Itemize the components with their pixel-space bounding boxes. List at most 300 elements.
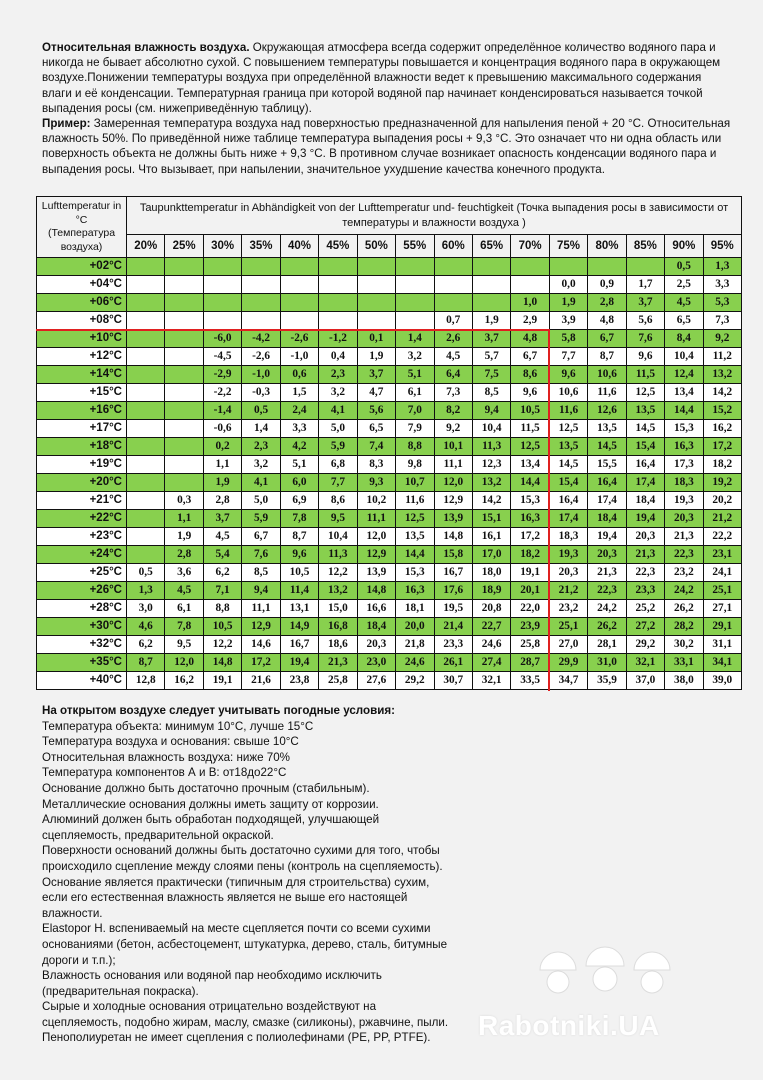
dew-point-cell: 4,5 xyxy=(434,348,472,366)
dew-point-cell: 6,0 xyxy=(280,474,318,492)
dew-point-cell: 9,4 xyxy=(242,582,280,600)
dew-point-cell: 2,6 xyxy=(434,330,472,348)
dew-point-cell: 6,7 xyxy=(511,348,549,366)
dew-point-cell: -1,4 xyxy=(203,402,241,420)
dew-point-cell xyxy=(319,276,357,294)
dew-point-cell: 10,5 xyxy=(280,564,318,582)
air-temperature-cell: +24°C xyxy=(37,546,127,564)
dew-point-cell: 10,4 xyxy=(665,348,703,366)
dew-point-cell: 2,9 xyxy=(511,312,549,330)
dew-point-cell xyxy=(165,348,203,366)
dew-point-cell: 8,8 xyxy=(396,438,434,456)
dew-point-cell: 20,0 xyxy=(396,618,434,636)
dew-point-cell: 29,1 xyxy=(703,618,741,636)
dew-point-cell xyxy=(165,294,203,312)
dew-point-cell: 1,5 xyxy=(280,384,318,402)
dew-point-cell: 21,2 xyxy=(703,510,741,528)
table-row xyxy=(37,258,742,276)
dew-point-cell: 8,7 xyxy=(588,348,626,366)
dew-point-cell: 25,8 xyxy=(319,672,357,690)
watermark: Rabotniki.UA xyxy=(478,1010,660,1041)
dew-point-cell: 7,1 xyxy=(203,582,241,600)
dew-point-cell: 6,5 xyxy=(665,312,703,330)
dew-point-cell xyxy=(127,366,165,384)
dew-point-cell: 1,9 xyxy=(472,312,510,330)
dew-point-cell: 12,5 xyxy=(511,438,549,456)
dew-point-cell: 27,1 xyxy=(703,600,741,618)
dew-point-cell: 19,1 xyxy=(203,672,241,690)
dew-point-cell: 15,0 xyxy=(319,600,357,618)
air-temperature-cell: +16°C xyxy=(37,402,127,420)
dew-point-cell: 10,5 xyxy=(511,402,549,420)
humidity-header-cell: 40% xyxy=(280,235,318,258)
dew-point-cell: 13,4 xyxy=(665,384,703,402)
dew-point-cell: 8,4 xyxy=(665,330,703,348)
dew-point-cell: 27,0 xyxy=(549,636,587,654)
dew-point-cell: 5,6 xyxy=(357,402,395,420)
dew-point-cell: 37,0 xyxy=(626,672,664,690)
table-row xyxy=(37,636,742,654)
dew-point-cell: 2,3 xyxy=(319,366,357,384)
table-row xyxy=(37,456,742,474)
air-temperature-cell: +26°C xyxy=(37,582,127,600)
dew-point-cell xyxy=(626,258,664,276)
dew-point-cell xyxy=(319,294,357,312)
dew-point-cell: 2,8 xyxy=(165,546,203,564)
dew-point-cell: 5,8 xyxy=(549,330,587,348)
dew-point-cell: 7,8 xyxy=(280,510,318,528)
notes-line: Основание является практически (типичным для строительства) сухим, xyxy=(42,875,430,889)
dew-point-cell: 20,2 xyxy=(703,492,741,510)
dew-point-cell: 18,1 xyxy=(396,600,434,618)
dew-point-cell: 21,6 xyxy=(242,672,280,690)
air-temperature-cell: +17°C xyxy=(37,420,127,438)
dew-point-cell: 18,6 xyxy=(319,636,357,654)
air-temperature-cell: +21°C xyxy=(37,492,127,510)
dew-point-cell: 13,5 xyxy=(588,420,626,438)
dew-point-cell: 25,1 xyxy=(549,618,587,636)
dew-point-cell: 23,2 xyxy=(549,600,587,618)
dew-point-cell: 9,2 xyxy=(703,330,741,348)
dew-point-cell: 23,1 xyxy=(703,546,741,564)
dew-point-cell: 17,3 xyxy=(665,456,703,474)
humidity-header-cell: 70% xyxy=(511,235,549,258)
dew-point-cell: -4,2 xyxy=(242,330,280,348)
notes-title: На открытом воздухе следует учитывать погодные условия: xyxy=(42,704,395,717)
dew-point-cell xyxy=(127,330,165,348)
dew-point-cell: 5,3 xyxy=(703,294,741,312)
dew-point-cell xyxy=(511,276,549,294)
dew-point-cell: 4,1 xyxy=(242,474,280,492)
dew-point-cell: -6,0 xyxy=(203,330,241,348)
dew-point-cell xyxy=(549,258,587,276)
dew-point-cell: 13,4 xyxy=(511,456,549,474)
air-temperature-cell: +04°C xyxy=(37,276,127,294)
dew-point-cell: 10,6 xyxy=(588,366,626,384)
dew-point-cell: 0,5 xyxy=(665,258,703,276)
dew-point-cell: 14,4 xyxy=(665,402,703,420)
notes-line: Температура компонентов А и В: от18до22°С xyxy=(42,766,287,780)
dew-point-cell: 0,6 xyxy=(280,366,318,384)
dew-point-cell xyxy=(127,258,165,276)
dew-point-cell: 6,7 xyxy=(588,330,626,348)
humidity-header-cell: 20% xyxy=(127,235,165,258)
dew-point-cell xyxy=(434,276,472,294)
table-row xyxy=(37,618,742,636)
dew-point-cell: 14,9 xyxy=(280,618,318,636)
dew-point-cell: 6,7 xyxy=(242,528,280,546)
dew-point-cell xyxy=(203,258,241,276)
dew-point-cell: -2,2 xyxy=(203,384,241,402)
dew-point-cell: 7,8 xyxy=(165,618,203,636)
dew-point-cell: 4,5 xyxy=(165,582,203,600)
dew-point-cell: 18,2 xyxy=(511,546,549,564)
dew-point-cell: 10,7 xyxy=(396,474,434,492)
dew-point-cell xyxy=(127,438,165,456)
table-row xyxy=(37,600,742,618)
humidity-header-cell: 55% xyxy=(396,235,434,258)
dew-point-cell: 8,5 xyxy=(472,384,510,402)
dew-point-cell: 4,5 xyxy=(203,528,241,546)
dew-point-cell: 26,2 xyxy=(665,600,703,618)
dew-point-cell: 35,9 xyxy=(588,672,626,690)
dew-point-cell: 19,4 xyxy=(626,510,664,528)
dew-point-cell: 22,2 xyxy=(703,528,741,546)
dew-point-cell: 10,2 xyxy=(357,492,395,510)
dew-point-cell: -0,3 xyxy=(242,384,280,402)
table-row xyxy=(37,672,742,690)
dew-point-cell: 16,2 xyxy=(165,672,203,690)
dew-point-cell: 6,2 xyxy=(127,636,165,654)
dew-point-cell xyxy=(242,258,280,276)
dew-point-cell: 18,0 xyxy=(472,564,510,582)
dew-point-cell xyxy=(165,474,203,492)
notes-line: основаниями (бетон, асбестоцемент, штукатурка, дерево, сталь, битумные xyxy=(42,937,448,951)
dew-point-cell xyxy=(127,312,165,330)
dew-point-cell: 13,2 xyxy=(319,582,357,600)
intro-text xyxy=(42,40,732,177)
dew-point-cell: 19,3 xyxy=(665,492,703,510)
dew-point-cell: 13,9 xyxy=(434,510,472,528)
dew-point-cell: 17,4 xyxy=(549,510,587,528)
dew-point-cell: 23,9 xyxy=(511,618,549,636)
dew-point-cell: 15,3 xyxy=(396,564,434,582)
humidity-header-cell: 60% xyxy=(434,235,472,258)
dew-point-cell: 16,3 xyxy=(396,582,434,600)
notes-line: Влажность основания или водяной пар необходимо исключить xyxy=(42,969,382,983)
dew-point-cell: 21,3 xyxy=(626,546,664,564)
dew-point-cell: 23,2 xyxy=(665,564,703,582)
dew-point-cell xyxy=(127,402,165,420)
dew-point-cell: 1,4 xyxy=(242,420,280,438)
dew-point-cell: 14,8 xyxy=(357,582,395,600)
humidity-header-cell: 95% xyxy=(703,235,741,258)
dew-point-cell: 29,2 xyxy=(396,672,434,690)
dew-point-cell: 13,5 xyxy=(396,528,434,546)
humidity-header-cell: 45% xyxy=(319,235,357,258)
dew-point-cell: 14,2 xyxy=(703,384,741,402)
dew-point-cell: 18,4 xyxy=(626,492,664,510)
dew-point-cell: 14,5 xyxy=(588,438,626,456)
dew-point-cell xyxy=(165,384,203,402)
dew-point-cell: 20,3 xyxy=(665,510,703,528)
dew-point-cell: 12,9 xyxy=(357,546,395,564)
table-row xyxy=(37,312,742,330)
dew-point-cell: 18,9 xyxy=(472,582,510,600)
dew-point-table xyxy=(36,196,742,690)
table-row xyxy=(37,528,742,546)
air-temperature-cell: +20°C xyxy=(37,474,127,492)
dew-point-cell: 14,8 xyxy=(434,528,472,546)
dew-point-cell: 9,3 xyxy=(357,474,395,492)
humidity-header-cell: 80% xyxy=(588,235,626,258)
notes-line: Температура воздуха и основания: свыше 10°С xyxy=(42,735,299,749)
dew-point-cell: 9,5 xyxy=(319,510,357,528)
dew-point-cell xyxy=(127,420,165,438)
dew-point-cell: 24,2 xyxy=(665,582,703,600)
dew-point-cell: 15,3 xyxy=(511,492,549,510)
dew-point-cell: 5,9 xyxy=(319,438,357,456)
notes-line: Поверхности оснований должны быть достаточно сухими для того, чтобы xyxy=(42,844,440,858)
dew-point-cell: 7,5 xyxy=(472,366,510,384)
dew-point-cell: 11,6 xyxy=(588,384,626,402)
dew-point-cell: 34,1 xyxy=(703,654,741,672)
dew-point-cell: -4,5 xyxy=(203,348,241,366)
table-row xyxy=(37,564,742,582)
dew-point-cell: 17,2 xyxy=(242,654,280,672)
dew-point-cell: 25,8 xyxy=(511,636,549,654)
dew-point-cell: 12,2 xyxy=(203,636,241,654)
dew-point-cell: 15,1 xyxy=(472,510,510,528)
dew-point-cell: 28,2 xyxy=(665,618,703,636)
dew-point-cell xyxy=(472,294,510,312)
dew-point-cell: 5,0 xyxy=(319,420,357,438)
dew-point-cell: 12,2 xyxy=(319,564,357,582)
dew-point-cell: 29,2 xyxy=(626,636,664,654)
dew-point-cell: 10,6 xyxy=(549,384,587,402)
dew-point-cell: 11,3 xyxy=(472,438,510,456)
dew-point-cell: 16,7 xyxy=(280,636,318,654)
dew-point-cell xyxy=(165,456,203,474)
dew-point-cell: 13,5 xyxy=(626,402,664,420)
dew-point-cell: 8,7 xyxy=(127,654,165,672)
dew-point-cell xyxy=(280,294,318,312)
dew-point-table-wrap xyxy=(36,196,742,690)
dew-point-cell: 22,0 xyxy=(511,600,549,618)
notes-line: происходило сцепление между слоями пены (контроль на сцепляемость). xyxy=(42,859,443,873)
dew-point-cell: 9,6 xyxy=(511,384,549,402)
dew-point-cell: 9,6 xyxy=(280,546,318,564)
dew-point-cell: 38,0 xyxy=(665,672,703,690)
dew-point-cell: 30,7 xyxy=(434,672,472,690)
dew-point-cell: 1,3 xyxy=(127,582,165,600)
dew-point-cell: 26,1 xyxy=(434,654,472,672)
dew-point-cell: 3,7 xyxy=(357,366,395,384)
dew-point-cell: 16,2 xyxy=(703,420,741,438)
dew-point-cell: 14,4 xyxy=(396,546,434,564)
dew-point-cell xyxy=(127,384,165,402)
dew-point-cell: 24,6 xyxy=(472,636,510,654)
dew-point-cell: 12,8 xyxy=(127,672,165,690)
dew-point-cell: 12,0 xyxy=(165,654,203,672)
dew-point-cell: 1,1 xyxy=(165,510,203,528)
dew-point-cell xyxy=(127,528,165,546)
humidity-header-cell: 85% xyxy=(626,235,664,258)
dew-point-cell: 20,3 xyxy=(357,636,395,654)
dew-point-cell: 11,1 xyxy=(434,456,472,474)
dew-point-cell: 9,6 xyxy=(549,366,587,384)
dew-point-cell: 12,3 xyxy=(472,456,510,474)
dew-point-cell xyxy=(165,402,203,420)
dew-point-cell: 10,4 xyxy=(319,528,357,546)
intro-body: Окружающая атмосфера всегда содержит определённое количество водяного пара и никогда не бывает абсолютно сухой. С повышением температуры повышается и концентрация водяного пара в окружающем воздухе.Понижении температуры воздуха при определённой влажности ведет к превышению максимального содержания влаги и её конденсации. Температурная граница при которой водяной пар начинает конденсироваться называется точкой выпадения росы (см. нижеприведённую таблицу). xyxy=(42,41,721,115)
dew-point-cell: 9,6 xyxy=(626,348,664,366)
dew-point-cell: 12,4 xyxy=(665,366,703,384)
dew-point-cell: 12,0 xyxy=(357,528,395,546)
air-temperature-cell: +30°C xyxy=(37,618,127,636)
notes-line: Пенополиуретан не имеет сцепления с полиолефинами (PE, PP, PTFE). xyxy=(42,1031,431,1045)
threshold-line-vertical xyxy=(548,329,550,691)
dew-point-cell xyxy=(242,276,280,294)
table-row xyxy=(37,654,742,672)
dew-point-cell xyxy=(242,312,280,330)
dew-point-cell: 17,2 xyxy=(703,438,741,456)
notes-line: Относительная влажность воздуха: ниже 70% xyxy=(42,750,290,764)
dew-point-cell: 20,8 xyxy=(472,600,510,618)
dew-point-cell: 6,8 xyxy=(319,456,357,474)
dew-point-cell: 0,0 xyxy=(549,276,587,294)
dew-point-cell xyxy=(319,312,357,330)
dew-point-cell xyxy=(357,312,395,330)
dew-point-cell: 17,2 xyxy=(511,528,549,546)
dew-point-cell: 11,4 xyxy=(280,582,318,600)
dew-point-cell: 21,3 xyxy=(665,528,703,546)
notes-line: если его естественная влажность является не выше его настоящей xyxy=(42,891,408,905)
dew-point-cell: 2,3 xyxy=(242,438,280,456)
humidity-header-cell: 35% xyxy=(242,235,280,258)
dew-point-cell: 15,2 xyxy=(703,402,741,420)
dew-point-cell: 21,3 xyxy=(319,654,357,672)
dew-point-cell: 26,2 xyxy=(588,618,626,636)
dew-point-cell: 5,4 xyxy=(203,546,241,564)
dew-point-cell: 19,1 xyxy=(511,564,549,582)
dew-point-cell: 14,4 xyxy=(511,474,549,492)
table-row xyxy=(37,366,742,384)
dew-point-cell: 15,3 xyxy=(665,420,703,438)
dew-point-cell: 7,9 xyxy=(396,420,434,438)
dew-point-cell: 11,6 xyxy=(396,492,434,510)
dew-point-cell: 0,7 xyxy=(434,312,472,330)
notes-line: дороги и т.п.); xyxy=(42,953,116,967)
dew-point-cell xyxy=(127,456,165,474)
notes-line: влажности. xyxy=(42,906,103,920)
air-temperature-cell: +35°C xyxy=(37,654,127,672)
dew-point-cell xyxy=(165,438,203,456)
dew-point-cell: 14,6 xyxy=(242,636,280,654)
dew-point-cell: 7,6 xyxy=(242,546,280,564)
dew-point-cell: 16,4 xyxy=(626,456,664,474)
dew-point-cell: 3,2 xyxy=(242,456,280,474)
dew-point-cell: 16,8 xyxy=(319,618,357,636)
dew-point-cell: 12,9 xyxy=(434,492,472,510)
dew-point-cell: -2,9 xyxy=(203,366,241,384)
dew-point-cell: 15,4 xyxy=(626,438,664,456)
dew-point-cell: 0,3 xyxy=(165,492,203,510)
dew-point-cell: 17,4 xyxy=(626,474,664,492)
dew-point-cell: 28,1 xyxy=(588,636,626,654)
table-row xyxy=(37,582,742,600)
dew-point-cell xyxy=(396,294,434,312)
dew-point-cell: 20,3 xyxy=(626,528,664,546)
dew-point-cell xyxy=(357,294,395,312)
dew-point-cell: 11,3 xyxy=(319,546,357,564)
table-row xyxy=(37,492,742,510)
dew-point-cell: 10,1 xyxy=(434,438,472,456)
dew-point-cell: 8,6 xyxy=(511,366,549,384)
dew-point-cell: 12,9 xyxy=(242,618,280,636)
dew-point-cell: 18,4 xyxy=(357,618,395,636)
dew-point-cell: 7,3 xyxy=(434,384,472,402)
dew-point-cell xyxy=(165,420,203,438)
intro-heading: Относительная влажность воздуха. xyxy=(42,41,250,54)
dew-point-cell: 14,8 xyxy=(203,654,241,672)
dew-point-cell: 20,1 xyxy=(511,582,549,600)
dew-point-cell: 27,6 xyxy=(357,672,395,690)
notes-line: Elastopor H. вспениваемый на месте сцепляется почти со всеми сухими xyxy=(42,922,431,936)
dew-point-cell: 18,2 xyxy=(703,456,741,474)
weather-notes xyxy=(42,703,512,1046)
dew-point-cell xyxy=(280,312,318,330)
dew-point-cell xyxy=(165,330,203,348)
dew-point-cell: 29,9 xyxy=(549,654,587,672)
dew-point-cell xyxy=(472,258,510,276)
dew-point-cell: 19,2 xyxy=(703,474,741,492)
dew-point-cell: 20,3 xyxy=(588,546,626,564)
air-temperature-cell: +14°C xyxy=(37,366,127,384)
dew-point-cell: 11,6 xyxy=(549,402,587,420)
dew-point-cell: 22,7 xyxy=(472,618,510,636)
air-temperature-cell: +25°C xyxy=(37,564,127,582)
humidity-header-cell: 25% xyxy=(165,235,203,258)
dew-point-cell: 13,9 xyxy=(357,564,395,582)
dew-point-cell: 8,2 xyxy=(434,402,472,420)
dew-point-cell xyxy=(280,258,318,276)
table-row xyxy=(37,510,742,528)
dew-point-cell xyxy=(434,294,472,312)
dew-point-cell: 3,3 xyxy=(703,276,741,294)
dew-point-cell: 15,5 xyxy=(588,456,626,474)
dew-point-cell: 3,7 xyxy=(203,510,241,528)
dew-point-cell: 4,6 xyxy=(127,618,165,636)
dew-point-cell: 2,4 xyxy=(280,402,318,420)
dew-point-cell: 12,0 xyxy=(434,474,472,492)
dew-point-cell xyxy=(165,276,203,294)
dew-point-cell: 8,5 xyxy=(242,564,280,582)
example-body: Замеренная температура воздуха над поверхностью предназначенной для напыления пеной + 20 °С. Относительная влажность 50%. По приведённой ниже таблице температура выпадения росы + 9,3 °С. Это означает что ни одна область или поверхность объекта не должны быть ниже + 9,3 °С. В противном случае возникает опасность конденсации водяного пара и выпадения росы. Что вызывает, при напылении, значительное ухудшение качества конечного продукта. xyxy=(42,117,731,176)
dew-point-cell: 1,1 xyxy=(203,456,241,474)
dew-point-cell: 27,2 xyxy=(626,618,664,636)
dew-point-cell: 12,5 xyxy=(396,510,434,528)
humidity-header-row xyxy=(37,235,742,258)
notes-line: (предварительная покраска). xyxy=(42,984,199,998)
dew-point-cell: 5,9 xyxy=(242,510,280,528)
air-temperature-cell: +28°C xyxy=(37,600,127,618)
dew-point-cell: 7,7 xyxy=(319,474,357,492)
dew-point-cell xyxy=(511,258,549,276)
dew-point-cell: 18,4 xyxy=(588,510,626,528)
dew-point-cell: 31,0 xyxy=(588,654,626,672)
dew-point-cell: 8,8 xyxy=(203,600,241,618)
